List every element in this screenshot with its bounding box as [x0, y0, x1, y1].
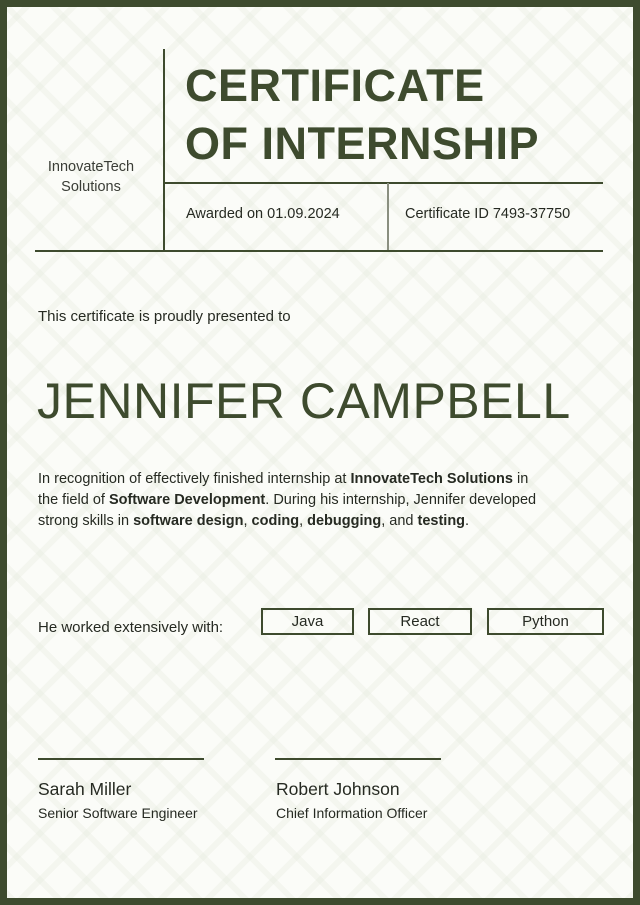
company-name-line2: Solutions	[61, 179, 121, 195]
header-bottom-rule	[35, 250, 603, 252]
worked-with-label: He worked extensively with:	[38, 619, 224, 636]
certificate-page	[7, 7, 633, 898]
paragraph-emphasis: Software Development	[108, 492, 266, 508]
paragraph-text: In recognition of effectively finished internship at	[38, 471, 351, 487]
awarded-date: Awarded on 01.09.2024	[186, 206, 340, 222]
recipient-name: JENNIFER CAMPBELL	[37, 373, 571, 429]
title-line2: OF INTERNSHIP	[185, 118, 540, 169]
tech-tag-python: Python	[487, 608, 604, 635]
header-vertical-divider	[163, 49, 165, 251]
paragraph-text: ,	[299, 513, 308, 529]
paragraph-text: , and	[381, 513, 418, 529]
paragraph-emphasis: testing	[417, 513, 466, 529]
signer-role-2: Chief Information Officer	[276, 805, 428, 821]
paragraph-emphasis: software design	[133, 513, 244, 529]
signer-name-1: Sarah Miller	[38, 779, 132, 799]
recognition-paragraph	[38, 469, 538, 532]
company-name	[37, 157, 145, 197]
signer-name-2: Robert Johnson	[276, 779, 400, 799]
signer-role-1: Senior Software Engineer	[38, 805, 198, 821]
paragraph-text: in the field of	[38, 471, 529, 508]
title-bottom-rule	[164, 182, 603, 184]
certificate-id: Certificate ID 7493-37750	[405, 206, 571, 222]
signature-line-1	[38, 758, 204, 760]
paragraph-emphasis: debugging	[307, 513, 382, 529]
signature-line-2	[275, 758, 441, 760]
title-line1: CERTIFICATE	[185, 60, 485, 111]
paragraph-emphasis: coding	[251, 513, 300, 529]
paragraph-text: . During his internship, Jennifer developed strong skills in	[38, 492, 537, 529]
presented-to-text: This certificate is proudly presented to	[38, 308, 291, 325]
tech-tag-react: React	[368, 608, 472, 635]
paragraph-emphasis: InnovateTech Solutions	[350, 471, 513, 487]
company-name-line1: InnovateTech	[47, 159, 135, 175]
certificate-title	[185, 57, 539, 173]
meta-divider	[387, 183, 389, 250]
paragraph-text: ,	[243, 513, 252, 529]
tech-tag-java: Java	[261, 608, 354, 635]
paragraph-text: .	[465, 513, 470, 529]
